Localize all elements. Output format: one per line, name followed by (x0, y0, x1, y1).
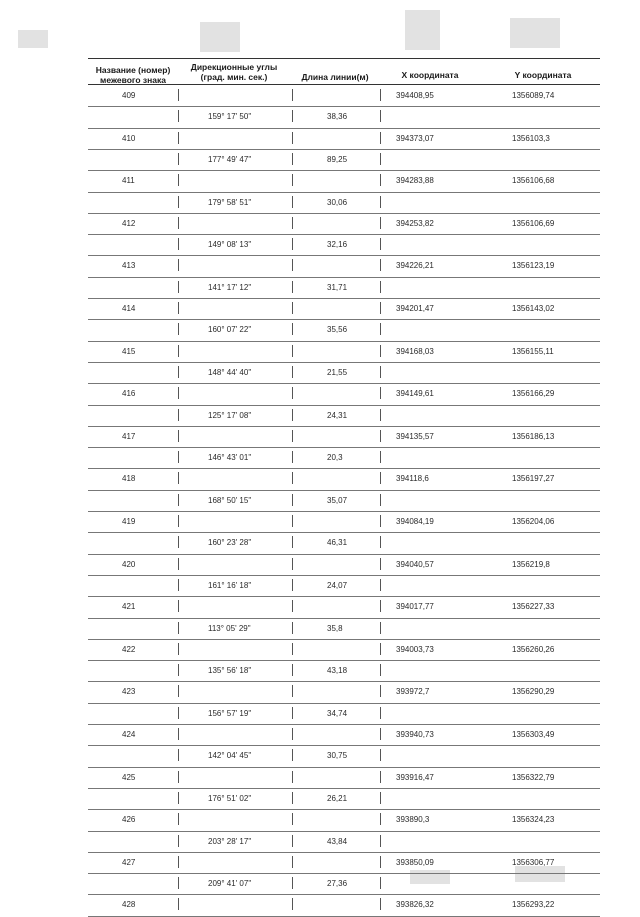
column-tick (380, 898, 381, 910)
column-tick (178, 430, 179, 442)
column-tick (380, 132, 381, 144)
column-tick (178, 579, 179, 591)
segment-angle: 146° 43' 01" (208, 453, 252, 463)
scan-noise (200, 22, 240, 52)
segment-length: 32,16 (327, 240, 348, 250)
point-y: 1356204,06 (512, 517, 555, 526)
point-x: 393826,32 (396, 900, 434, 910)
scan-noise (405, 10, 440, 50)
column-tick (380, 387, 381, 399)
point-x: 394168,03 (396, 346, 434, 356)
column-tick (380, 515, 381, 527)
row-rule (88, 213, 600, 214)
segment-angle: 176° 51' 02" (208, 793, 252, 803)
point-y: 1356219,8 (512, 559, 550, 569)
column-tick (380, 877, 381, 889)
segment-length: 24,31 (327, 410, 348, 420)
point-y: 1356143,02 (512, 304, 555, 313)
column-tick (380, 579, 381, 591)
header-name-line1: Название (номер) (95, 65, 171, 75)
point-name: 409 (122, 91, 136, 100)
row-rule (88, 745, 600, 746)
column-tick (178, 323, 179, 335)
segment-length: 30,06 (327, 197, 348, 207)
point-name: 423 (122, 687, 136, 697)
row-rule (88, 575, 600, 576)
point-x: 393850,09 (396, 857, 434, 867)
column-tick (178, 409, 179, 421)
column-tick (292, 430, 293, 442)
column-tick (380, 685, 381, 697)
column-tick (292, 472, 293, 484)
segment-length: 27,36 (327, 879, 348, 889)
segment-length: 31,71 (327, 282, 348, 292)
point-y: 1356260,26 (512, 644, 555, 654)
column-tick (292, 813, 293, 825)
column-tick (292, 536, 293, 548)
column-tick (292, 366, 293, 378)
point-name: 425 (122, 772, 136, 782)
header-angle-line2: (град. мин. сек.) (200, 72, 268, 82)
segment-angle: 160° 23' 28" (208, 538, 252, 548)
column-tick (178, 345, 179, 357)
segment-angle: 161° 16' 18" (208, 580, 252, 590)
column-tick (178, 472, 179, 484)
row-rule (88, 788, 600, 789)
segment-angle: 159° 17' 50" (208, 112, 252, 122)
row-rule (88, 234, 600, 235)
point-y: 1356303,49 (512, 730, 555, 739)
row-rule (88, 341, 600, 342)
column-tick (380, 643, 381, 655)
row-rule (88, 362, 600, 363)
header-top-rule (88, 58, 600, 59)
header-length: Длина линии(м) (301, 72, 369, 82)
column-tick (292, 749, 293, 761)
segment-angle: 135° 56' 18" (208, 666, 252, 676)
point-y: 1356166,29 (512, 389, 555, 399)
column-tick (178, 238, 179, 250)
row-rule (88, 426, 600, 427)
row-rule (88, 724, 600, 725)
segment-angle: 142° 04' 45" (208, 751, 252, 761)
column-tick (178, 685, 179, 697)
segment-angle: 113° 05' 29" (208, 623, 251, 633)
column-tick (178, 835, 179, 847)
column-tick (292, 898, 293, 910)
column-tick (380, 707, 381, 719)
row-rule (88, 106, 600, 107)
point-y: 1356186,13 (512, 431, 555, 441)
segment-length: 34,74 (327, 708, 348, 718)
column-tick (380, 622, 381, 634)
column-tick (178, 898, 179, 910)
point-x: 394135,57 (396, 431, 434, 441)
column-tick (292, 643, 293, 655)
column-tick (292, 89, 293, 101)
row-rule (88, 319, 600, 320)
column-tick (380, 813, 381, 825)
row-rule (88, 554, 600, 555)
point-y: 1356293,22 (512, 900, 555, 910)
column-tick (178, 728, 179, 740)
point-name: 424 (122, 730, 136, 739)
point-name: 414 (122, 304, 136, 313)
row-rule (88, 192, 600, 193)
column-tick (178, 174, 179, 186)
point-y: 1356324,23 (512, 815, 555, 825)
point-x: 394283,88 (396, 176, 434, 186)
column-tick (292, 771, 293, 783)
segment-angle: 149° 08' 13" (208, 240, 252, 250)
column-tick (380, 153, 381, 165)
segment-angle: 156° 57' 19" (208, 708, 252, 718)
column-tick (178, 366, 179, 378)
column-tick (178, 494, 179, 506)
row-rule (88, 873, 600, 874)
column-tick (292, 622, 293, 634)
column-tick (380, 281, 381, 293)
point-name: 411 (122, 176, 135, 186)
point-name: 413 (122, 261, 136, 271)
column-tick (292, 728, 293, 740)
column-tick (178, 792, 179, 804)
column-tick (292, 217, 293, 229)
column-tick (380, 409, 381, 421)
column-tick (178, 622, 179, 634)
column-tick (178, 89, 179, 101)
row-rule (88, 681, 600, 682)
point-x: 394084,19 (396, 517, 434, 526)
row-rule (88, 532, 600, 533)
point-x: 394118,6 (396, 474, 429, 484)
column-tick (292, 558, 293, 570)
point-name: 416 (122, 389, 136, 399)
point-y: 1356106,68 (512, 176, 555, 186)
column-tick (292, 302, 293, 314)
point-x: 393940,73 (396, 730, 434, 739)
point-y: 1356106,69 (512, 218, 555, 228)
row-rule (88, 660, 600, 661)
column-tick (380, 345, 381, 357)
point-y: 1356155,11 (512, 346, 554, 356)
segment-angle: 148° 44' 40" (208, 367, 252, 377)
column-tick (380, 792, 381, 804)
point-x: 394253,82 (396, 218, 434, 228)
row-rule (88, 639, 600, 640)
row-rule (88, 596, 600, 597)
column-tick (292, 409, 293, 421)
row-rule (88, 405, 600, 406)
point-y: 1356290,29 (512, 687, 555, 697)
point-name: 410 (122, 133, 136, 143)
column-tick (380, 302, 381, 314)
column-tick (178, 259, 179, 271)
header-angle (178, 62, 290, 82)
point-name: 415 (122, 346, 136, 356)
column-tick (178, 643, 179, 655)
point-x: 394226,21 (396, 261, 434, 271)
column-tick (178, 664, 179, 676)
row-rule (88, 618, 600, 619)
column-tick (178, 536, 179, 548)
row-rule (88, 149, 600, 150)
segment-angle: 209° 41' 07" (208, 879, 252, 889)
column-tick (292, 792, 293, 804)
column-tick (178, 856, 179, 868)
column-tick (292, 387, 293, 399)
row-rule (88, 852, 600, 853)
column-tick (380, 451, 381, 463)
column-tick (292, 664, 293, 676)
column-tick (178, 217, 179, 229)
segment-length: 46,31 (327, 538, 348, 548)
point-x: 394040,57 (396, 559, 434, 569)
segment-angle: 179° 58' 51" (208, 197, 252, 207)
column-tick (178, 387, 179, 399)
column-tick (178, 153, 179, 165)
column-tick (292, 259, 293, 271)
row-rule (88, 767, 600, 768)
column-tick (178, 515, 179, 527)
column-tick (292, 153, 293, 165)
row-rule (88, 383, 600, 384)
column-tick (380, 558, 381, 570)
row-rule (88, 170, 600, 171)
header-name-line2: межевого знака (100, 75, 166, 85)
point-x: 394201,47 (396, 304, 434, 313)
segment-length: 35,56 (327, 325, 348, 335)
row-rule (88, 468, 600, 469)
point-y: 1356306,77 (512, 857, 555, 867)
segment-length: 89,25 (327, 154, 348, 164)
point-name: 426 (122, 815, 136, 825)
segment-angle: 203° 28' 17" (208, 836, 252, 846)
column-tick (380, 472, 381, 484)
column-tick (292, 238, 293, 250)
segment-length: 38,36 (327, 112, 348, 122)
point-x: 394003,73 (396, 644, 434, 654)
column-tick (292, 856, 293, 868)
segment-angle: 160° 07' 22" (208, 325, 252, 335)
row-rule (88, 255, 600, 256)
column-tick (178, 707, 179, 719)
column-tick (178, 132, 179, 144)
column-tick (292, 877, 293, 889)
point-name: 418 (122, 474, 136, 484)
column-tick (178, 771, 179, 783)
point-name: 427 (122, 857, 136, 867)
point-x: 393972,7 (396, 687, 430, 697)
point-name: 420 (122, 559, 136, 569)
column-tick (380, 494, 381, 506)
column-tick (178, 813, 179, 825)
row-rule (88, 511, 600, 512)
segment-angle: 168° 50' 15" (208, 495, 252, 505)
header-y: Y координата (514, 70, 572, 80)
column-tick (292, 174, 293, 186)
point-x: 394149,61 (396, 389, 434, 399)
column-tick (380, 259, 381, 271)
point-y: 1356227,33 (512, 602, 555, 612)
column-tick (380, 536, 381, 548)
column-tick (380, 664, 381, 676)
segment-length: 43,18 (327, 666, 348, 676)
column-tick (178, 281, 179, 293)
point-y: 1356322,79 (512, 772, 555, 782)
column-tick (292, 281, 293, 293)
column-tick (292, 110, 293, 122)
row-rule (88, 703, 600, 704)
column-tick (380, 835, 381, 847)
point-y: 1356123,19 (512, 261, 555, 271)
point-x: 394017,77 (396, 602, 434, 612)
column-tick (380, 856, 381, 868)
segment-angle: 177° 49' 47" (208, 154, 252, 164)
column-tick (292, 494, 293, 506)
header-angle-line1: Дирекционные углы (190, 62, 278, 72)
column-tick (292, 579, 293, 591)
column-tick (380, 323, 381, 335)
point-x: 393916,47 (396, 772, 434, 782)
point-name: 412 (122, 218, 136, 228)
column-tick (380, 238, 381, 250)
header-x: X координата (401, 70, 459, 80)
point-name: 422 (122, 644, 136, 654)
point-y: 1356089,74 (512, 91, 555, 100)
row-rule (88, 894, 600, 895)
column-tick (292, 600, 293, 612)
segment-length: 21,55 (327, 367, 348, 377)
column-tick (292, 685, 293, 697)
point-x: 394408,95 (396, 91, 434, 100)
column-tick (380, 89, 381, 101)
scan-noise (18, 30, 48, 48)
row-rule (88, 809, 600, 810)
column-tick (292, 515, 293, 527)
point-name: 417 (122, 431, 136, 441)
point-y: 1356103,3 (512, 133, 550, 143)
point-name: 428 (122, 900, 136, 910)
column-tick (178, 451, 179, 463)
point-x: 393890,3 (396, 815, 430, 825)
column-tick (178, 877, 179, 889)
scan-noise (510, 18, 560, 48)
segment-length: 35,07 (327, 495, 348, 505)
segment-length: 30,75 (327, 751, 348, 761)
column-tick (178, 600, 179, 612)
row-rule (88, 128, 600, 129)
column-tick (292, 196, 293, 208)
column-tick (292, 707, 293, 719)
point-y: 1356197,27 (512, 474, 555, 484)
column-tick (380, 728, 381, 740)
column-tick (292, 451, 293, 463)
column-tick (292, 132, 293, 144)
segment-angle: 125° 17' 08" (208, 410, 252, 420)
column-tick (380, 196, 381, 208)
point-name: 419 (122, 517, 136, 526)
row-rule (88, 447, 600, 448)
column-tick (380, 366, 381, 378)
column-tick (380, 600, 381, 612)
segment-length: 35,8 (327, 623, 343, 633)
column-tick (178, 110, 179, 122)
scan-noise (410, 870, 450, 884)
row-rule (88, 277, 600, 278)
segment-length: 20,3 (327, 453, 343, 463)
point-x: 394373,07 (396, 133, 434, 143)
point-name: 421 (122, 602, 136, 612)
column-tick (292, 323, 293, 335)
segment-length: 24,07 (327, 580, 348, 590)
column-tick (178, 196, 179, 208)
header-bottom-rule (88, 84, 600, 85)
segment-length: 26,21 (327, 793, 348, 803)
column-tick (178, 749, 179, 761)
row-rule (88, 298, 600, 299)
column-tick (380, 174, 381, 186)
column-tick (380, 217, 381, 229)
header-name (88, 65, 178, 85)
column-tick (380, 749, 381, 761)
column-tick (292, 345, 293, 357)
segment-angle: 141° 17' 12" (208, 282, 252, 292)
column-tick (380, 110, 381, 122)
column-tick (178, 302, 179, 314)
column-tick (292, 835, 293, 847)
column-tick (380, 430, 381, 442)
row-rule (88, 490, 600, 491)
column-tick (178, 558, 179, 570)
row-rule (88, 831, 600, 832)
column-tick (380, 771, 381, 783)
segment-length: 43,84 (327, 836, 348, 846)
